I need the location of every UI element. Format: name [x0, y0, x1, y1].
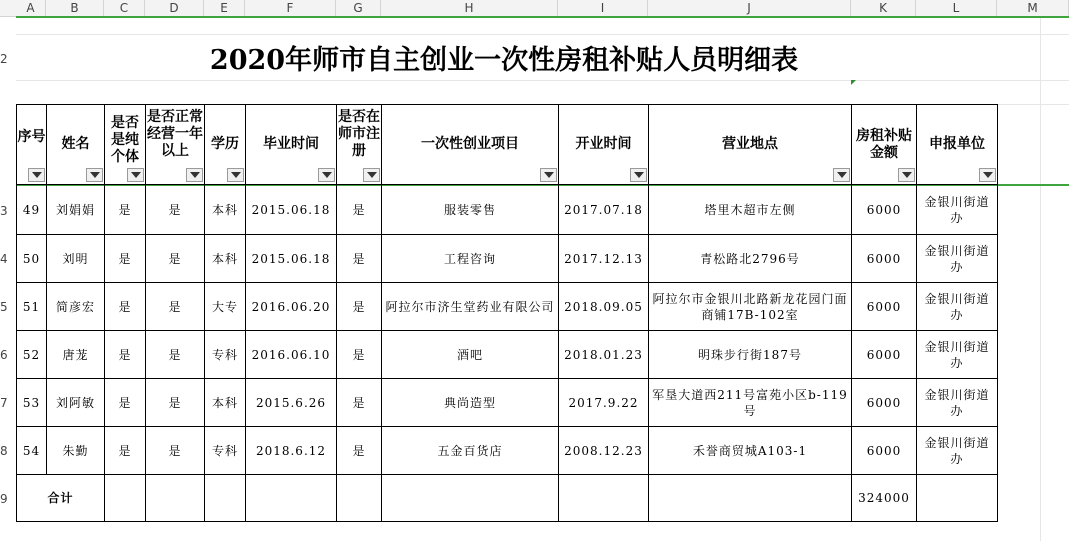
cell-operating-one-year[interactable]: 是: [168, 251, 182, 266]
cell-subsidy[interactable]: 6000: [866, 251, 902, 266]
cell-name[interactable]: 刘阿敏: [55, 395, 95, 410]
cell-index[interactable]: 54: [22, 443, 41, 458]
row-number[interactable]: 4: [0, 252, 8, 266]
filter-dropdown-icon[interactable]: [186, 168, 203, 182]
cell-location[interactable]: 青松路北2796号: [700, 251, 800, 266]
filter-dropdown-icon[interactable]: [833, 168, 850, 182]
filter-dropdown-icon[interactable]: [630, 168, 647, 182]
gridline: [16, 34, 1069, 35]
cell-registered[interactable]: 是: [352, 202, 366, 217]
comment-indicator: [851, 80, 856, 85]
cell-registered[interactable]: 是: [352, 347, 366, 362]
sheet-title[interactable]: 2020年师市自主创业一次性房租补贴人员明细表: [209, 45, 799, 76]
gridline: [16, 80, 1069, 81]
cell-applicant-unit[interactable]: 金银川街道办: [924, 243, 990, 274]
filter-dropdown-icon[interactable]: [127, 168, 144, 182]
cell-project[interactable]: 工程咨询: [443, 251, 496, 266]
cell-index[interactable]: 51: [22, 299, 41, 314]
cell-graduation-date[interactable]: 2016.06.20: [251, 299, 331, 314]
cell-applicant-unit[interactable]: 金银川街道办: [924, 339, 990, 370]
filter-dropdown-icon[interactable]: [318, 168, 335, 182]
cell-subsidy[interactable]: 6000: [866, 347, 902, 362]
cell-registered[interactable]: 是: [352, 251, 366, 266]
cell-subsidy[interactable]: 6000: [866, 299, 902, 314]
cell-graduation-date[interactable]: 2018.6.12: [255, 443, 327, 458]
cell-education[interactable]: 专科: [211, 347, 238, 362]
row-number[interactable]: 8: [0, 444, 8, 458]
header-cell-operating-one-year[interactable]: 是否正常经营一年以上: [147, 109, 203, 159]
cell-education[interactable]: 本科: [211, 202, 238, 217]
table-border: [997, 104, 998, 522]
cell-opening-date[interactable]: 2008.12.23: [564, 443, 643, 458]
cell-sole-proprietor[interactable]: 是: [118, 395, 132, 410]
cell-graduation-date[interactable]: 2016.06.10: [251, 347, 331, 362]
filter-dropdown-icon[interactable]: [898, 168, 915, 182]
cell-graduation-date[interactable]: 2015.06.18: [251, 251, 331, 266]
cell-applicant-unit[interactable]: 金银川街道办: [924, 194, 990, 225]
cell-opening-date[interactable]: 2017.07.18: [564, 202, 643, 217]
total-amount[interactable]: 324000: [858, 491, 910, 505]
column-header-m[interactable]: M: [997, 0, 1069, 16]
row-number[interactable]: 2: [0, 52, 8, 66]
cell-sole-proprietor[interactable]: 是: [118, 251, 132, 266]
cell-index[interactable]: 49: [22, 202, 41, 217]
cell-subsidy[interactable]: 6000: [866, 395, 902, 410]
cell-project[interactable]: 服装零售: [443, 202, 496, 217]
cell-sole-proprietor[interactable]: 是: [118, 299, 132, 314]
cell-project[interactable]: 五金百货店: [437, 443, 503, 458]
cell-opening-date[interactable]: 2018.01.23: [564, 347, 643, 362]
row-number[interactable]: 3: [0, 204, 8, 218]
filter-dropdown-icon[interactable]: [227, 168, 244, 182]
column-header-f[interactable]: F: [245, 0, 336, 16]
cell-operating-one-year[interactable]: 是: [168, 395, 182, 410]
cell-operating-one-year[interactable]: 是: [168, 202, 182, 217]
gridline: [1040, 16, 1041, 541]
cell-graduation-date[interactable]: 2015.06.18: [251, 202, 331, 217]
total-label[interactable]: 合计: [47, 491, 74, 505]
cell-location[interactable]: 阿拉尔市金银川北路新龙花园门面商铺17B-102室: [652, 291, 848, 322]
cell-applicant-unit[interactable]: 金银川街道办: [924, 291, 990, 322]
cell-subsidy[interactable]: 6000: [866, 202, 902, 217]
column-header-d[interactable]: D: [145, 0, 204, 16]
filter-dropdown-icon[interactable]: [540, 168, 557, 182]
cell-location[interactable]: 塔里木超市左侧: [704, 202, 796, 217]
cell-subsidy[interactable]: 6000: [866, 443, 902, 458]
column-header-l[interactable]: L: [916, 0, 997, 16]
column-header-g[interactable]: G: [336, 0, 381, 16]
column-header-a[interactable]: A: [16, 0, 46, 16]
header-cell-name[interactable]: 姓名: [61, 136, 90, 152]
header-cell-sole-proprietor[interactable]: 是否是纯个体: [111, 115, 139, 165]
cell-location[interactable]: 明珠步行街187号: [698, 347, 802, 362]
cell-registered[interactable]: 是: [352, 299, 366, 314]
cell-education[interactable]: 本科: [211, 251, 238, 266]
column-header-h[interactable]: H: [381, 0, 558, 16]
row-number[interactable]: 5: [0, 300, 8, 314]
cell-sole-proprietor[interactable]: 是: [118, 347, 132, 362]
cell-name[interactable]: 简彦宏: [55, 299, 95, 314]
column-header-j[interactable]: J: [648, 0, 851, 16]
cell-name[interactable]: 刘娟娟: [55, 202, 95, 217]
row-number[interactable]: 7: [0, 396, 8, 410]
header-cell-location[interactable]: 营业地点: [722, 136, 778, 152]
cell-registered[interactable]: 是: [352, 395, 366, 410]
cell-education[interactable]: 本科: [211, 395, 238, 410]
filter-dropdown-icon[interactable]: [363, 168, 380, 182]
cell-operating-one-year[interactable]: 是: [168, 443, 182, 458]
filter-dropdown-icon[interactable]: [86, 168, 103, 182]
cell-opening-date[interactable]: 2018.09.05: [564, 299, 643, 314]
filter-dropdown-icon[interactable]: [28, 168, 45, 182]
cell-graduation-date[interactable]: 2015.6.26: [255, 395, 327, 410]
cell-applicant-unit[interactable]: 金银川街道办: [924, 435, 990, 466]
cell-name[interactable]: 唐茏: [62, 347, 89, 362]
cell-education[interactable]: 大专: [211, 299, 238, 314]
cell-index[interactable]: 53: [22, 395, 41, 410]
cell-applicant-unit[interactable]: 金银川街道办: [924, 387, 990, 418]
cell-index[interactable]: 50: [22, 251, 41, 266]
header-cell-subsidy[interactable]: 房租补贴金额: [856, 127, 912, 161]
header-cell-graduation-date[interactable]: 毕业时间: [263, 136, 319, 152]
cell-sole-proprietor[interactable]: 是: [118, 202, 132, 217]
column-header-c[interactable]: C: [104, 0, 145, 16]
header-cell-applicant-unit[interactable]: 申报单位: [929, 136, 985, 152]
header-cell-index[interactable]: 序号: [17, 128, 46, 145]
cell-sole-proprietor[interactable]: 是: [118, 443, 132, 458]
column-header-e[interactable]: E: [204, 0, 245, 16]
cell-opening-date[interactable]: 2017.12.13: [564, 251, 643, 266]
column-header-i[interactable]: I: [558, 0, 648, 16]
cell-name[interactable]: 朱勤: [62, 443, 89, 458]
cell-education[interactable]: 专科: [211, 443, 238, 458]
header-cell-project[interactable]: 一次性创业项目: [421, 136, 519, 152]
column-header-bar: [0, 0, 1069, 17]
cell-index[interactable]: 52: [22, 347, 41, 362]
filter-dropdown-icon[interactable]: [979, 168, 996, 182]
cell-location[interactable]: 军垦大道西211号富苑小区b-119号: [652, 387, 848, 418]
row-number[interactable]: 6: [0, 348, 8, 362]
header-cell-opening-date[interactable]: 开业时间: [575, 136, 632, 152]
cell-project[interactable]: 酒吧: [456, 347, 483, 362]
column-header-b[interactable]: B: [46, 0, 104, 16]
cell-location[interactable]: 禾誉商贸城A103-1: [692, 443, 808, 458]
cell-project[interactable]: 阿拉尔市济生堂药业有限公司: [385, 299, 555, 314]
header-cell-registered[interactable]: 是否在师市注册: [338, 109, 380, 159]
cell-operating-one-year[interactable]: 是: [168, 347, 182, 362]
cell-registered[interactable]: 是: [352, 443, 366, 458]
row-number[interactable]: 9: [0, 492, 8, 506]
cell-name[interactable]: 刘明: [62, 251, 89, 266]
cell-project[interactable]: 典尚造型: [443, 395, 496, 410]
column-header-k[interactable]: K: [851, 0, 916, 16]
header-cell-education[interactable]: 学历: [211, 136, 239, 152]
cell-opening-date[interactable]: 2017.9.22: [568, 395, 639, 410]
cell-operating-one-year[interactable]: 是: [168, 299, 182, 314]
freeze-pane-line-top: [16, 16, 1069, 18]
